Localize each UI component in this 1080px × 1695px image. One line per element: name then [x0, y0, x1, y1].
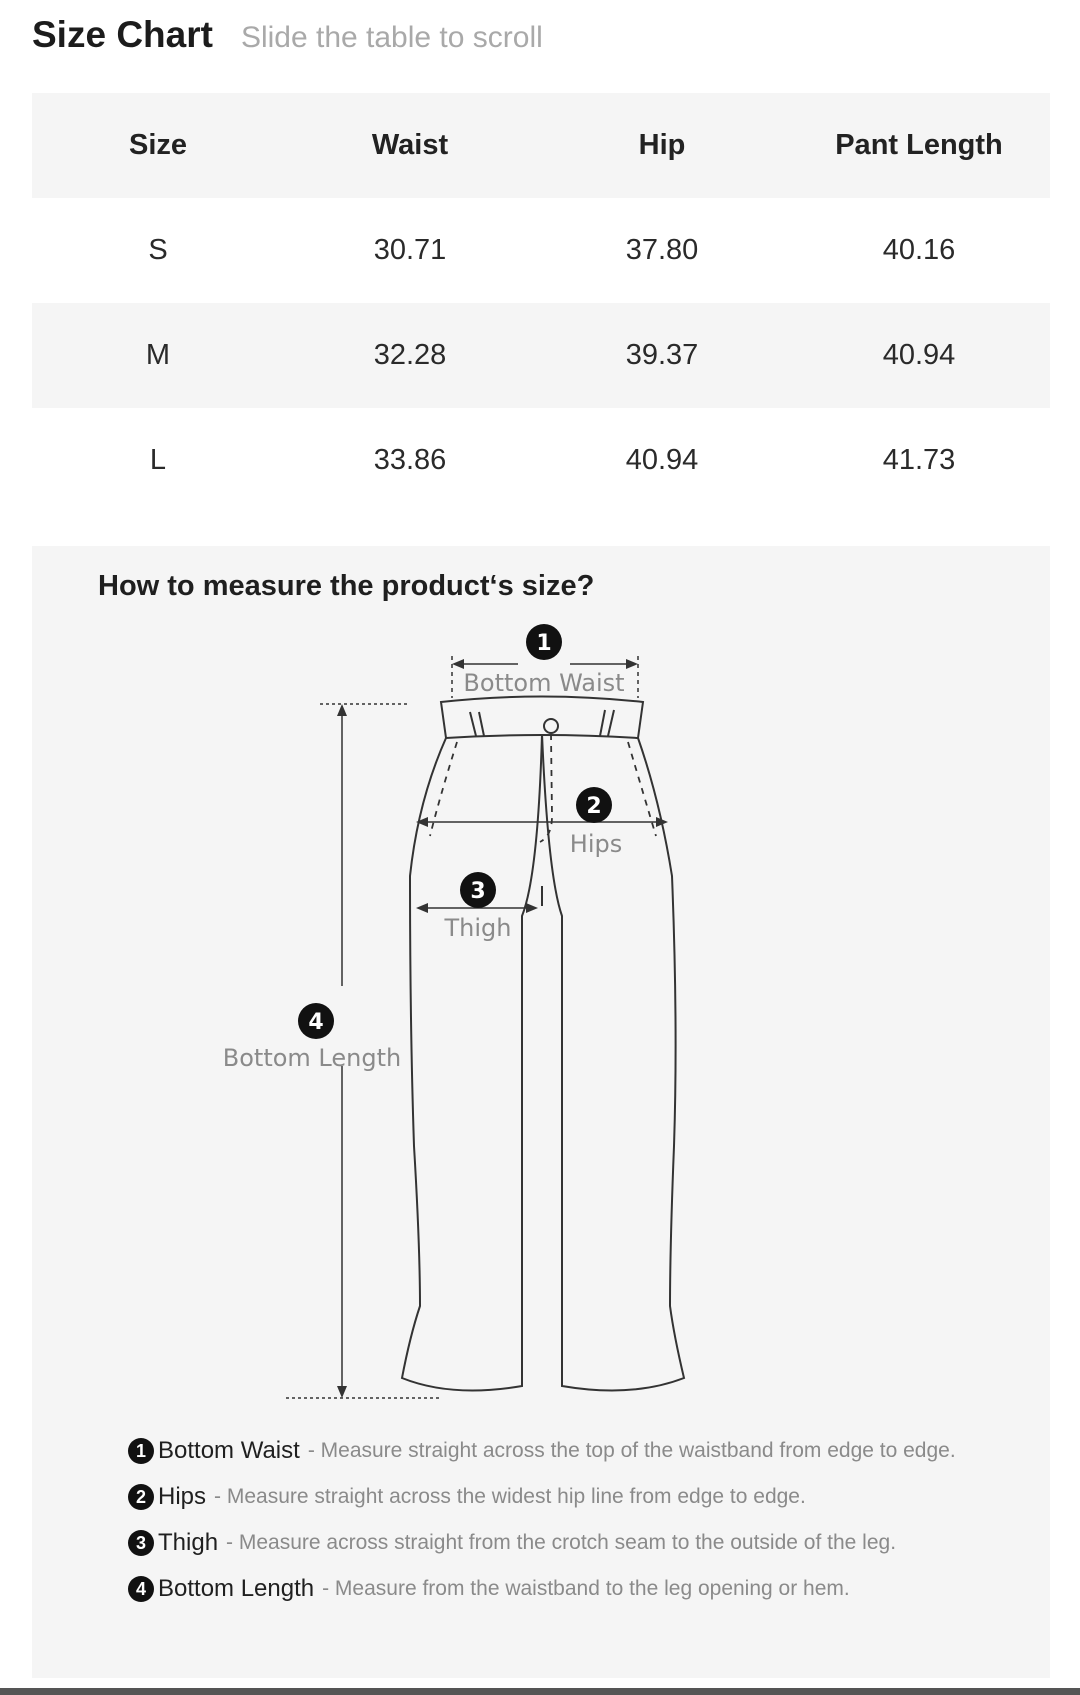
table-cell: 40.94: [625, 444, 699, 476]
table-cell: 30.71: [373, 234, 447, 266]
legend-term: Hips: [158, 1483, 207, 1510]
length-label: Bottom Length: [222, 1044, 402, 1072]
table-row: [32, 198, 1050, 303]
table-cell: 40.16: [882, 234, 956, 266]
scroll-hint: Slide the table to scroll: [240, 21, 543, 54]
table-row: [32, 408, 1050, 513]
legend-term: Thigh: [158, 1529, 219, 1556]
svg-text:4: 4: [308, 1010, 324, 1035]
table-row: [32, 303, 1050, 408]
table-cell: 33.86: [373, 444, 447, 476]
svg-text:1: 1: [536, 631, 552, 656]
legend-item: [128, 1474, 1048, 1520]
left-leg-outline: [402, 734, 542, 1391]
measure-title: How to measure the product‘s size?: [98, 570, 595, 602]
legend-number-icon: 1: [128, 1438, 154, 1464]
svg-text:3: 3: [470, 879, 486, 904]
column-header: Hip: [638, 129, 686, 161]
legend-term: Bottom Length: [158, 1575, 315, 1602]
legend-item: [128, 1428, 1048, 1474]
legend-desc: - Measure straight across the widest hip line from edge to edge.: [214, 1485, 806, 1508]
measure-legend: [128, 1428, 1048, 1612]
table-cell: M: [145, 339, 171, 371]
legend-number-icon: 4: [128, 1576, 154, 1602]
table-cell: 39.37: [625, 339, 699, 371]
legend-number-icon: 3: [128, 1530, 154, 1556]
legend-desc: - Measure straight across the top of the waistband from edge to edge.: [307, 1439, 956, 1462]
table-cell: 40.94: [882, 339, 956, 371]
svg-text:2: 2: [586, 794, 602, 819]
table-cell: L: [149, 444, 167, 476]
pants-diagram: [32, 546, 1050, 1426]
column-header: Pant Length: [835, 129, 1003, 161]
size-table[interactable]: [32, 93, 1050, 513]
thigh-label: Thigh: [444, 914, 512, 942]
hips-label: Hips: [569, 830, 623, 858]
measure-guide: [32, 546, 1050, 1678]
size-chart-header: [32, 14, 543, 74]
legend-desc: - Measure across straight from the crotch seam to the outside of the leg.: [226, 1531, 897, 1554]
table-header-row: [32, 93, 1050, 198]
bottom-divider: [0, 1688, 1080, 1695]
page-title: Size Chart: [32, 14, 213, 55]
legend-term: Bottom Waist: [158, 1437, 300, 1464]
table-cell: 37.80: [625, 234, 699, 266]
legend-desc: - Measure from the waistband to the leg opening or hem.: [322, 1577, 850, 1600]
column-header: Size: [128, 129, 188, 161]
legend-item: [128, 1566, 1048, 1612]
legend-item: [128, 1520, 1048, 1566]
legend-number-icon: 2: [128, 1484, 154, 1510]
table-cell: S: [148, 234, 168, 266]
waist-label: Bottom Waist: [463, 669, 625, 697]
column-header: Waist: [371, 129, 449, 161]
table-cell: 32.28: [373, 339, 447, 371]
table-cell: 41.73: [882, 444, 956, 476]
